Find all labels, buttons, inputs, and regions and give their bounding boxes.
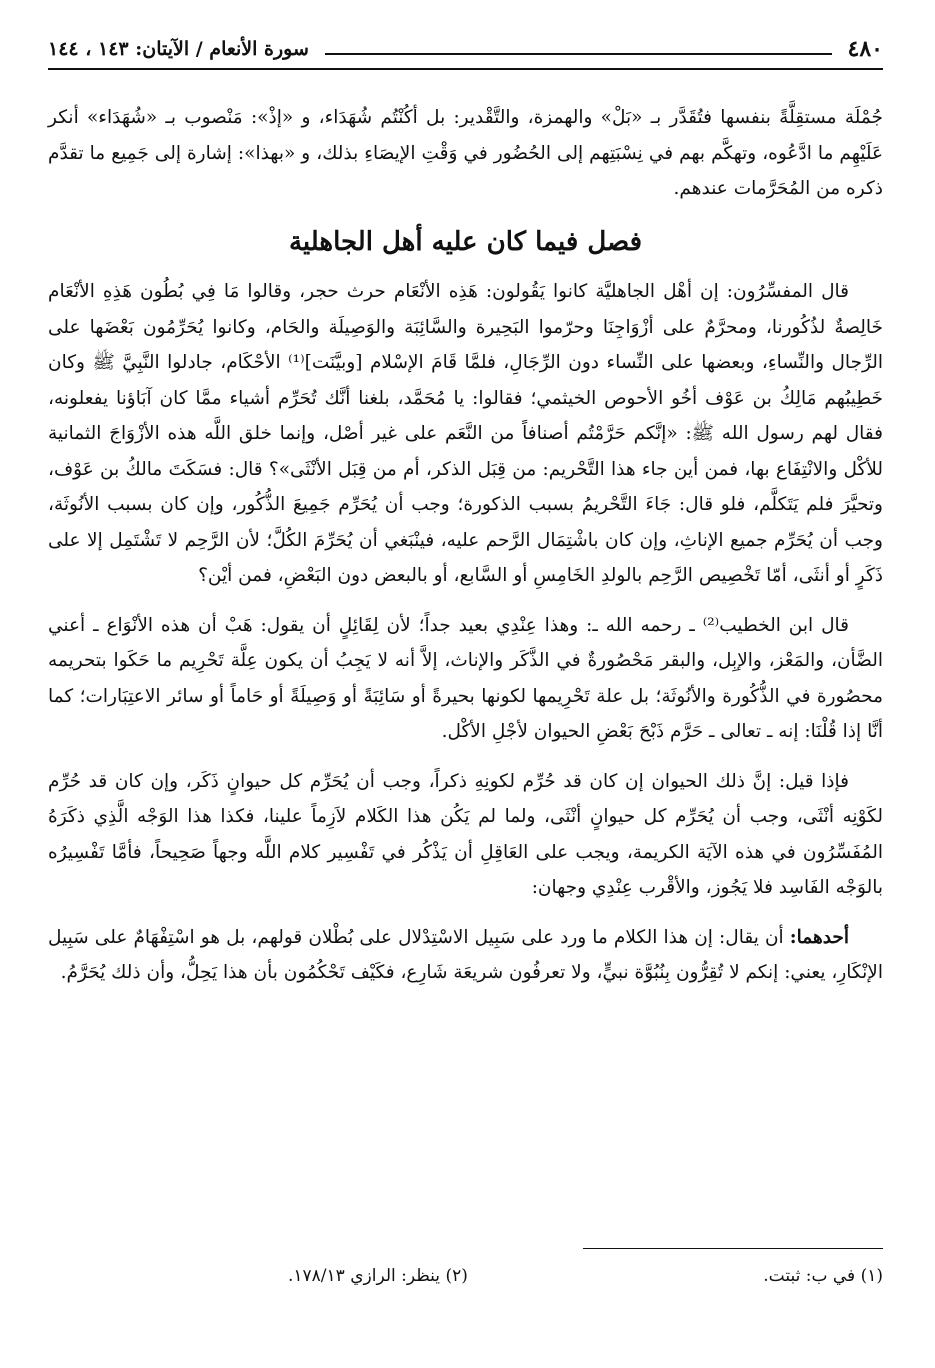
running-title: سورة الأنعام / الآيتان: ١٤٣ ، ١٤٤ bbox=[48, 38, 309, 60]
section-heading: فصل فيما كان عليه أهل الجاهلية bbox=[288, 226, 643, 257]
intro-paragraph: جُمْلَة مستقِلَّةً بنفسها فتُقَدَّر بـ «بَلْ» والهمزة، والتَّقْدير: بل أكُنْتُم شُهَدَاء، و «إذْ»: مَنْصوب بـ «شُهَدَاء» أنكر عَلَيْهِم ما ادَّعُوه، وتهكَّم بهم في نِسْبَتِهم إلى الحُضُور في وَقْتِ الإيصَاءِ بذلك، و «بهذا»: إشارة إلى جَمِيع ما تقدَّم ذكره من المُحَرَّمات عندهم. bbox=[48, 107, 883, 199]
paragraph-ibn-khatib: قال ابن الخطيب⁽²⁾ ـ رحمه الله ـ: وهذا عِنْدِي بعيد جداً؛ لأن لِقَائِلٍ أن يقول: هَبْ أن هذه الأنْوَاع ـ أعني الضَّأن، والمَعْز، والإبِل، والبقر مَحْصُورةٌ في الذَّكَر والإناث، إلاَّ أنه لا يَجِبُ أن يكون عِلَّة تَحْرِيم ما حَكَوا بتحريمه محصُورة في الذُّكُورة والأنُوثَة؛ بل علة تَحْرِيمها لكونها بحيرةً أو سَائِبَةً أو وَصِيلَةً أو حَاماً أو سائر الاعتِبَارات؛ كما أنَّا إذا قُلْنَا: إنه ـ تعالى ـ حَرَّم ذَبْحَ بَعْضِ الحيوان لأجْلِ الأكْل. bbox=[48, 614, 883, 742]
book-page bbox=[48, 30, 883, 1340]
main-text bbox=[48, 100, 883, 991]
page-number: ٤٨٠ bbox=[847, 36, 883, 62]
paragraph-lead-word: أحدهما: bbox=[789, 926, 849, 948]
footnote-separator bbox=[583, 1248, 883, 1249]
paragraph-mufassirun: قال المفسِّرُون: إن أهْل الجاهليَّة كانوا يَقُولون: هَذِه الأنْعَام حرث حجر، وقالوا مَا فِي بُطُون هَذِهِ الأنْعَام خَالِصةٌ لذُكُورنا، ومحرَّمٌ على أزْوَاجِنَا وحرّموا البَحِيرة والسَّائِبَة والوَصِيلَة والحَام، وكانوا يُحَرِّمُون بَعْضَها على الرِّجال والنِّساءِ، وبعضها على النِّساء دون الرِّجَالِ، فلمَّا قَامَ الإسْلام [وبيَّنَت]⁽¹⁾ الأحْكَام، جادلوا النَّبِيَّ ﷺ وكان خَطِيبُهم مَالِكُ بن عَوْف أخُو الأحوص الخيثمي؛ فقالوا: يا مُحَمَّد، بلغنا أنَّك تُحَرِّم أشياء ممَّا كان آبَاؤنا يفعلونه، فقال لهم رسول الله ﷺ: «إنَّكم حَرَّمْتُم أصنافاً من النَّعَم على غير أصْل، وإنما خلق اللَّه هذه الأزْوَاجَ الثمانية للأكْل والانْتِفَاع بها، فمن أين جاء هذا التَّحْريم: من قِبَل الذكر، أم من قِبَل الأنْثَى»؟ قال: فسَكَتَ مالكُ بن عَوْف، وتحيَّرَ فلم يَتَكلَّم، فلو قال: جَاءَ التَّحْريمُ بسبب الذكورة؛ وجب أن يُحَرِّم جَمِيعَ الذُّكُور، وإن كان بسبب الأنُوثَة، وجب أن يُحَرِّم جميع الإناثِ، وإن كان باشْتِمَال الرَّحم عليه، فينْبَغي أن يُحَرِّمَ الكُلَّ؛ لأن الرَّحِم لا تَشْتَمِل إلا على ذَكَرٍ أو أنثَى، أمّا تَخْصِيص الرَّحِم بالولدِ الخَامِسِ أو السَّابع، أو بالبعض دون البَعْضِ، فمن أيْن؟ bbox=[48, 281, 883, 586]
paragraph-first-aspect-text: أن يقال: إن هذا الكلام ما ورد على سَبِيل الاسْتِدْلال على بُطْلان قولهم، بل هو اسْتِفْهَامٌ على سَبِيل الإنْكَارِ، يعني: إنكم لا تُقِرُّون بِنُبُوَّة نبيٍّ، ولا تعرفُون شريعَة شَارِع، فكَيْف تَحْكُمُون بأن هذا يَحِلُّ، وأن ذلك يُحَرَّمُ. bbox=[48, 926, 883, 983]
page-header bbox=[48, 30, 883, 70]
footnotes bbox=[48, 1266, 883, 1286]
paragraph-if-said: فإذا قيل: إنَّ ذلك الحيوان إن كان قد حُرِّم لكونِهِ ذكراً، وجب أن يُحَرِّم كل حيوانٍ ذَكَر، وإن كان قد حُرِّم لكَوْنِه أنْثَى، وجب أن يُحَرِّم كل حيوانٍ أنْثَى، ولما لم يَكُن هذا الكَلام لاَزِماً علينا، فكذا هذا الوَجْه الَّذِي ذكَرَهُ المُفَسِّرُون في هذه الآيَة الكريمة، ويجب على العَاقِلِ أن يَذْكُر في تَفْسِير كلام اللَّه وجهاً صَحِيحاً، فأمَّا تَفْسِيرُه بالوَجْه الفَاسِد فلا يَجُوز، والأقْرب عِنْدِي وجهان: bbox=[48, 770, 883, 898]
footnote-2: (٢) ينظر: الرازي ١٧٨/١٣. bbox=[288, 1266, 468, 1286]
footnote-1: (١) في ب: ثبتت. bbox=[763, 1266, 883, 1286]
header-rule bbox=[325, 43, 832, 55]
paragraph-first-aspect bbox=[48, 920, 883, 991]
